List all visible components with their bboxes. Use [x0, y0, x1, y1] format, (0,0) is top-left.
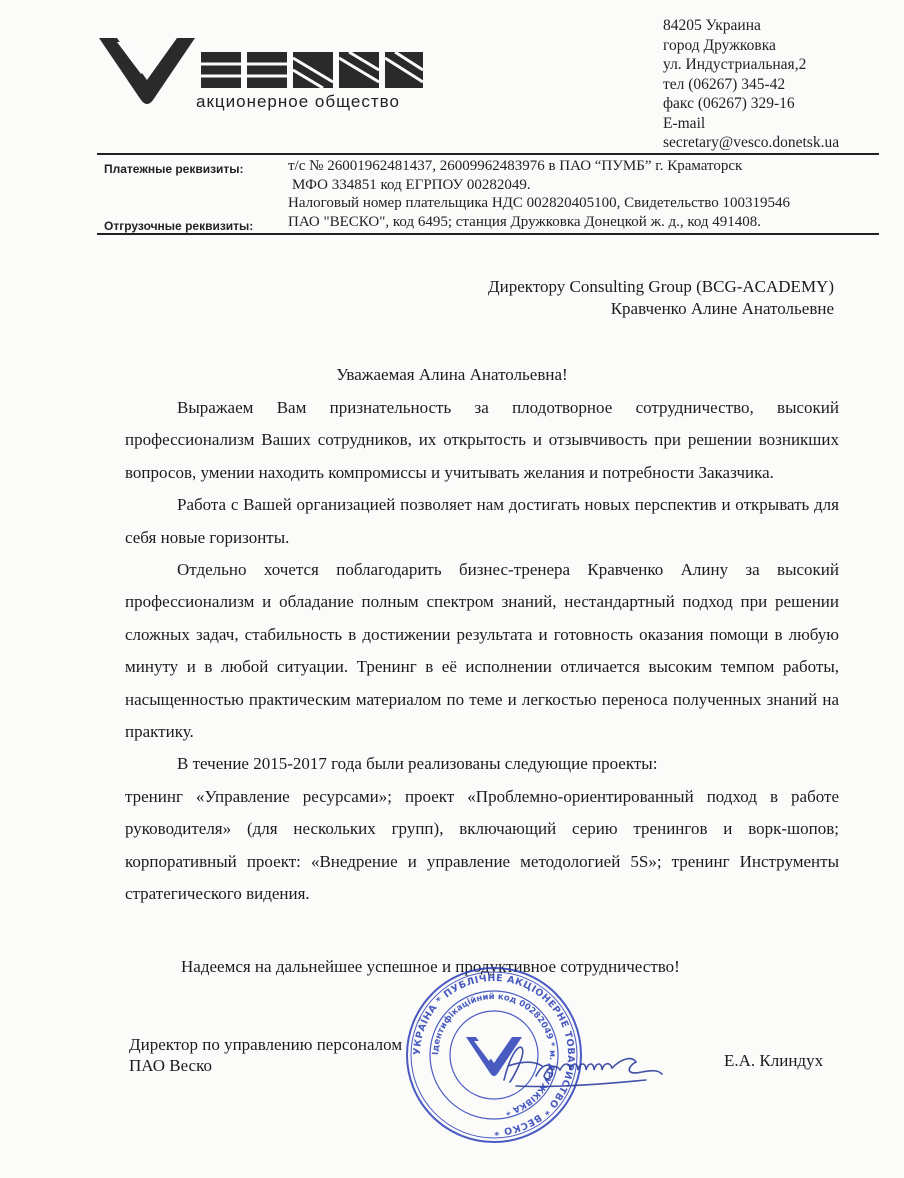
- shipping-requisites-label: Отгрузочные реквизиты:: [104, 219, 254, 233]
- letter-body: [125, 392, 839, 911]
- addressee-line: Кравченко Алине Анатольевне: [610, 299, 834, 318]
- stamp-inner-text: Ідентифікаційний код 00282049 * м. ДРУЖКІВКА *: [430, 991, 558, 1117]
- salutation: Уважаемая Алина Анатольевна!: [336, 365, 568, 384]
- paragraph: Работа с Вашей организацией позволяет нам достигать новых перспектив и открывать для себя новые горизонты.: [125, 495, 839, 547]
- company-type: акционерное общество: [196, 92, 400, 111]
- handwritten-signature: [496, 1036, 676, 1096]
- paragraph: В течение 2015-2017 года были реализованы следующие проекты:: [177, 754, 658, 774]
- addressee-block: [488, 276, 834, 320]
- company-line: ПАО Веско: [129, 1056, 212, 1075]
- signatory-position: [129, 1034, 402, 1076]
- email-label: E-mail: [663, 114, 706, 132]
- paragraph: Отдельно хочется поблагодарить бизнес-тренера Кравченко Алину за высокий профессионализм и обладание полным спектром знаний, нестандартный подход при решении сложных задач, стабильность в достижении результата и готовность оказания помощи в любую минуту и в любой ситуации. Тренинг в её исполнении отличается высоким темпом работы, насыщенностью практическим материалом по теме и легкостью переноса полученных знаний на практику.: [125, 560, 839, 742]
- payment-requisites-label: Платежные реквизиты:: [104, 162, 244, 176]
- paragraph: тренинг «Управление ресурсами»; проект «Проблемно-ориентированный подход в работе руководителя» (для нескольких групп), включающий серию тренингов и ворк-шопов; корпоративный проект: «Внедрение и управление методологией 5S»; тренинг Инструменты стратегического видения.: [125, 786, 839, 904]
- addressee-line: Директору Consulting Group (BCG-ACADEMY): [488, 277, 834, 296]
- position-line: Директор по управлению персоналом: [129, 1035, 403, 1054]
- divider: [97, 153, 879, 155]
- logo-wordmark: [201, 52, 423, 88]
- requisites-line: т/с № 26001962481437, 26009962483976 в ПАО “ПУМБ” г. Краматорск: [288, 158, 743, 174]
- closing-line: Надеемся на дальнейшее успешное и продуктивное сотрудничество!: [181, 957, 680, 976]
- signatory-name: Е.А. Клиндух: [724, 1051, 824, 1070]
- company-address: [663, 16, 893, 153]
- address-line: 84205 Украина: [663, 17, 761, 34]
- phone-line: тел (06267) 345-42: [663, 75, 786, 93]
- requisites-line: ПАО "ВЕСКО", код 6495; станция Дружковка Донецкой ж. д., код 491408.: [288, 214, 762, 230]
- address-line: ул. Индустриальная,2: [663, 56, 807, 73]
- paragraph: Выражаем Вам признательность за плодотворное сотрудничество, высокий профессионализм Ваших сотрудников, их открытость и отзывчивость при решении возникших вопросов, умении находить компромиссы и учитывать желания и потребности Заказчика.: [125, 398, 839, 482]
- stamp-outer-text: УКРАЇНА * ПУБЛІЧНЕ АКЦІОНЕРНЕ ТОВАРИСТВО * ВЕСКО *: [411, 972, 577, 1138]
- divider: [97, 233, 879, 235]
- requisites-line: Налоговый номер плательщика НДС 002820405100, Свидетельство 100319546: [288, 195, 791, 211]
- address-line: город Дружковка: [663, 36, 776, 54]
- fax-line: факс (06267) 329-16: [663, 95, 795, 112]
- requisites-line: МФО 334851 код ЕГРПОУ 00282049.: [292, 177, 531, 193]
- email-address: secretary@vesco.donetsk.ua: [663, 134, 840, 151]
